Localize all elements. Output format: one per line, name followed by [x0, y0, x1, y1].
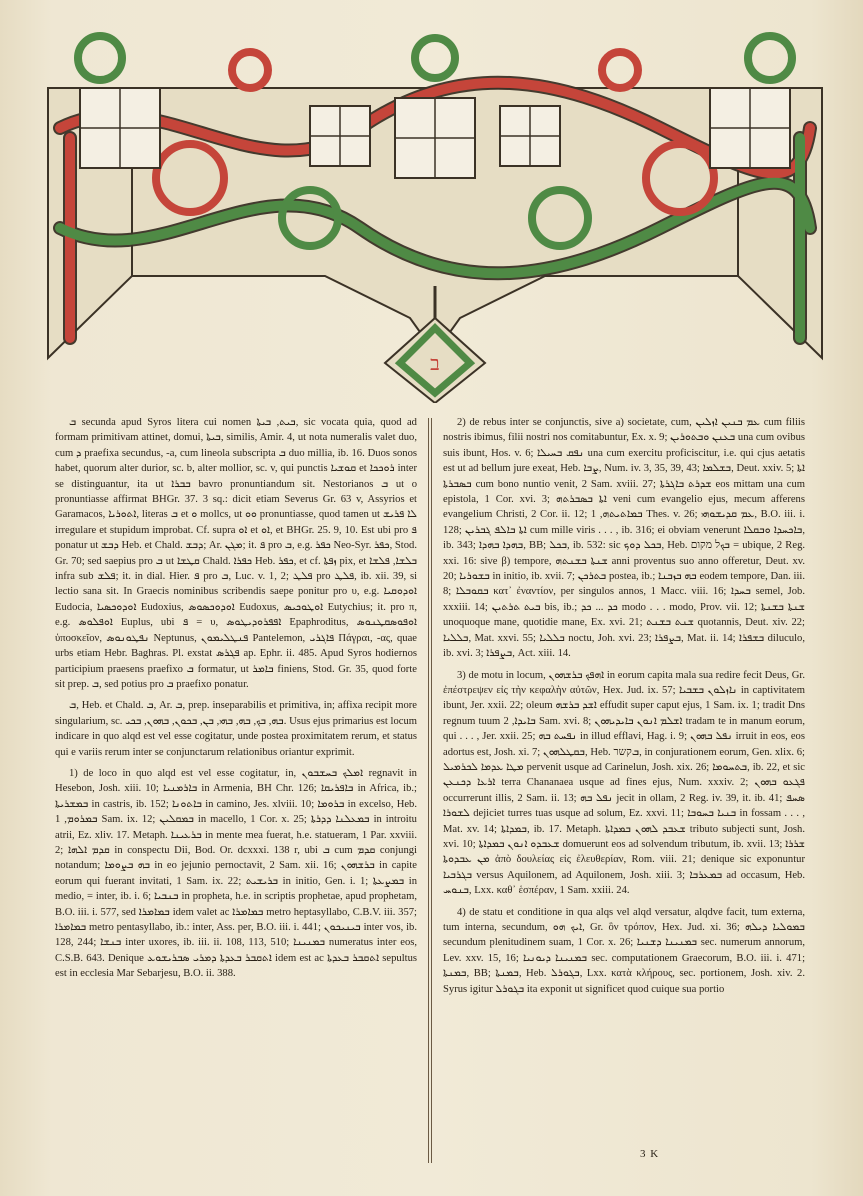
column-rule-double: [431, 418, 432, 1163]
page-signature: 3 K: [640, 1148, 660, 1160]
ornament-letter: ב: [430, 351, 440, 375]
right-paragraph-1: 2) de rebus inter se conjunctis, sive a) societate, cum, ܥܡ ܒܢܝܢ ܐܙܠܝܢ cum filiis nostris ibimus, filii nostri nos comitabuntur, Ex. x. 9; ܒܥܢܢ ܘܒܬܘܪܝܢ una cum ovibus suis ibunt, Hos. v. 6; ܢܦܩ ܒܚܝܠܐ una cum exercitu proficiscitur, i.e. qui cjus aetatis est ut ad bellum jure exeat, Heb. ܨܒܐ, Num. iv. 3, 35, 39, 43; ܒܫܠܡܐ, Deut. xxiv. 5; ܐܬܐ ܒܣܒܪܬܐ cum bono nuntio venit, 2 Sam. xviii. 27; ܫܕܪܬ ܒܐܓܪܬܐ eos mittam una cum epistola, 1 Cor. xvi. 3; ܐܬܐ ܒܣܒܪܬܗ veni cum evangelio ejus, mecum afferens evangelium Christi, 2 Cor. ii. 12; ܒܡܐܬܝܬܗ, 1 Thes. v. 26; ܥܡ ܩܕܝܫܘܗܝ, B.O. iii. i. 128; ܐܬܐ ܒܐܠܦ ܓܒܪܝܢ cum mille viris . . . , ib. 316; ei obviam venerunt ܒܐܟܚܕܐ ܘܒܩܠܐ, ib. 343; ܒܗܕܐ ܒܗܕܐ, BB; ܒܟܠ, ib. 532: sic ܒܟܠ ܕܘܟ, Heb. ܒܟל מקום = ubique, 2 Reg. xxi. 16: sive β) tempore, ܫܢܬܐ ܒܫܢܬܗ anni proventus suo anno offeretur, Deut. xv. 20; ܒܫܘܪܝܐ in initio, ib. xvii. 7; ܒܬܪܟܢ postea, ib.; ܒܗ ܒܙܒܢܐ eodem tempore, Dan. iii. 8; ܒܩܘܒܠܐ κατ᾽ ἐναντίον, per singulos annos, 1 Macc. viii. 16; ܒܚܕܐ semel, Job. xxxiii. 14; ܒܝܬ ܬܪܬܝܢ bis, ib.; ܟܕ ... ܟܕ modo . . . modo, Prov. vii. 12; ܫܢܬܐ ܒܫܢܬܐ unoquoque mane, quotidie mane, Ex. xvi. 21; ܫܢܬ ܒܫܢܬ quotannis, Deut. xiv. 22; ܒܠܠܝܐ, Mat. xxvi. 55; ܒܠܠܝܐ noctu, Joh. xvi. 23; ܒܨܦܪܐ, Mat. ii. 14; ܒܫܦܪܐ diluculo, ib. xvi. 3; ܒܨܦܪܐ, Act. xiii. 14.: [443, 417, 806, 660]
left-paragraph-2: ܒ, Heb. et Chald. ܒ, Ar. ܒ, prep. inseparabilis et primitiva, in; affixa recipit more singularium, sc. ܒܗ, ܒܟ, ܒܗ, ܒܗܝ, ܒܢ, ܒܟܘܢ, ܒܗܘܢ, ܒܟܝ. Usus ejus primarius est locum indicare in quo alqd est vel esse cogitatur, unde postea proximitatem rerum, et status qui e variis rerum inter se conjunctarum relationibus oriantur exprimit.: [55, 700, 418, 758]
left-column: [55, 415, 417, 988]
right-paragraph-3: 4) de statu et conditione in qua alqs vel alqd versatur, alqdve facit, tum externa, tum interna, secundum, ܐܝܟ ܗܘ, Gr. ὃν τρόπον, Hex. Jud. xi. 36; ܒܡܘܠܝܐ ܕܝܠܗ secundum plenitudinem suam, 1 Cor. x. 26; ܒܡܢܝܢܐ ܕܫܢܝܐ sec. numerum annorum, Lev. xxv. 15, 16; ܒܡܢܝܢܐ ܕܝܘܢܝܐ sec. computationem Graecorum, B.O. iii. i. 471; ܒܡܢܬܐ, BB; ܒܡܢܬܐ, Heb. ܒܓܘܪܠ, Lxx. κατὰ κλήρους, sec. portionem, Josh. xiv. 2. Syrus igitur ܒܓܘܪܠ ita exponit ut significet quod cuique sua portio: [443, 906, 806, 995]
column-rule: [428, 418, 429, 1163]
right-column: [443, 415, 805, 1003]
left-paragraph-1: ܒ secunda apud Syros litera cui nomen ܒܝܬ, ܒܝܬܐ, sic vocata quia, quod ad formam primitivam attinet, domui, ܒܝܬܐ, similis, Amir. 4, ut nota numeralis valet duo, cum ܕ praefixa secundus, -a, cum lineola subscripta ܒ duo millia, ib. 16. Duos sonos habet, quorum alter durior, sc. b, alter mollior, sc. v, qui punctis ܩܘܫܝܐ et ܪܘܟܟܐ inter se distinguantur, ita ut ܒܒܪܐ bavro pronuntiandum sit. Nestorianos ܒ ut o pronuntiasse affirmat BHGr. 37. 3 sq.: dicit etiam Severus Gr. 63 v, Assyrios et Garamacos, ܐܬܘܪܝܐ, literas ܒ et ܘ mollcs, ut ܘܘ pronuntiasse, quod tamen ut ܠܐ ܦܪܝܫ irregulare et stupidum improbat. Cf. supra ܐܘ et ܐܘ, et BHGr. 25. 9, 10. Est ubi pro ܦ ponatur ut ܕܒܫ Heb. et Chald. ܕܒܫ; Ar. ܡܓܢ; it. ܦ pro ܒ, e.g. ܟܦܪ Neo-Syr. ܟܦܪ, Stod. Gr. 70; sed saepius pro ܒ ut ܩܛܫܐ Chald. ܟܦܪܐ Heb. ܟܦܪ, et cf. ܙܦܬܐ pix, et ܒܠܫܐ, ܦܠܫܐ infra sub ܦܠܫ; it. in dial. Hier. ܦ pro ܒ, Luc. v. 1, 2; ܦܠܛ pro ܦܠܛ, ib. xii. 39, si lectio sana sit. In Graecis nominibus scribendis saepe ponitur pro υ, e.g. ܐܘܕܘܩܝܐ Eudocia, ܐܘܕܘܟܣܝܐ Eudoxius, ܐܘܕܘܟܣܘܣ Eudoxus, ܐܘܛܘܟܝܣ Eutychius; it. pro π, e.g. ܐܘܦܠܘܣ Euplus, ubi ܦ = υ, ܐܦܦܪܘܕܝܛܘܣ Epaphroditus, ܐܘܦܘܣܩܛܢܘܣ ὑποσκεῖον, ܢܦܛܘܢܘܣ Neptunus, ܦܢܛܠܝܡܘܢ Pantelemon, ܦܐܓܪܝ Πάγραι, -ας, quae urbs etiam Hebr. Baghras. Pl. exstat ܦܓܪܣ ap. Ephr. ii. 485. Apud Syros hodiernos participium praesens praefixo ܒ formatur, ut ܒܐܡܪ finiens, Stod. Gr. 35, quod forte sit prep. ܒ, sed potius pro ܒ praefixo ponatur.: [55, 417, 418, 690]
left-paragraph-3: 1) de loco in quo alqd est vel esse cogitatur, in, ܐܡܠܟ ܒܚܫܒܘܢ regnavit in Hesebon, Josh. xiii. 10; ܒܐܪܡܢܝܐ in Armenia, BH Chr. 126; ܒܐܦܪܝܩܐ in Africa, ib.; ܒܡܫܪܝܬܐ in castris, ib. 152; ܒܐܬܘܢܐ in camino, Jes. xlviii. 10; ܒܪܘܡܐ in excelso, Heb. ܒܡܪܘܡ, 1 Sam. ix. 12; ܒܡܩܠܝܢ in macello, 1 Cor. x. 25; ܒܡܥܠܢܐ ܕܕܪܬܐ in introitu atrii, Ez. xliv. 17. Metaph. ܒܪܥܝܢܐ in mente mea fuerat, h.e. statueram, 1 Par. xxviii. 2; ܩܕܡ ܐܠܗܐ in conspectu Dii, Bod. Or. dcxxxi. 138 r, ubi ܒ cum ܩܕܡ conjungi notandum; ܒܗ ܒܨܘܡܐ in eo jejunio pernoctavit, 2 Sam. xii. 16; ܒܪܫܗܘܢ in capite eorum qui fuerant invitati, 1 Sam. ix. 22; ܒܪܝܫܝܬ in initio, Gen. i. 1; ܒܡܨܥܬܐ in medio, = inter, ib. i. 6; ܒܢܒܝܐ in propheta, h.e. in scriptis prophetae, apud prophetam, B.O. iii. i. 577, sed ܒܡܐܡܪܐ idem valet ac ܒܡܐܡܪܐ metro heptasyllabo, C.B.V. iii. 357; ܒܡܐܡܪܐ metro pentasyllabo, ib.: inter, Ass. per, B.O. iii. i. 441; ܒܝܢܝܟܘܢ inter vos, ib. 128, 244; ܒܢܫܐ inter uxores, ib. iii. ii. 108, 113, 510; ܒܡܢܝܢܐ numeratus inter eos, C.S.B. 643. Denique ܐܬܩܒܪ ܒܥܕܬܐ ܕܡܪܝ ܣܒܪܝܫܘܥ idem est ac ܐܬܩܒܪ ܒܥܕܬܐ sepultus est in ecclesia Mar Sebarjesu, B.O. ii. 388.: [55, 767, 418, 980]
knotwork-ornament: [40, 18, 830, 403]
right-paragraph-2: 3) de motu in locum, ܐܗܦܟ ܒܪܫܗܘܢ in eorum capita mala sua redire fecit Deus, Gr. ἐπέστρεψεν εἰς τὴν κεφαλὴν αὐτῶν, Hex. Jud. ix. 57; ܢܐܙܠܘܢ ܒܫܒܝܐ in captivitatem ibunt, Jer. xxii. 22; oleum ܐܫܕ ܒܪܫܗ effudit super caput ejus, 1 Sam. ix. 1; tradit Dns regnum tuum ܒܐܝܕܐ, 2 Sam. xvi. 8; ܐܫܠܡ ܐܢܘܢ ܒܐܝܕܝܗܘܢ tradam te in manum eorum, qui . . . , Jer. xxii. 25; ܢܦܚܬ ܒܗ in illud efflavi, Hag. i. 9; ܢܦܠ ܒܗܘܢ irruit in eos, eos adortus est, Josh. xi. 7; ܒܩܛܠܗܘܢ, Heb. ܒקשר, in conjurationem eorum, Gen. xlix. 6; ܡܛܐ ܥܕܡܐ ܠܟܪܡܝܠ pervenit usque ad Carinelun, Josh. xix. 26; ܒܬܚܘܡܐ, ib. 22, et sic ܐܪܥܐ ܕܟܢܥܢ terra Chananaea usque ad fines ejus, Num. xxxiv. 2; ܦܓܥܘ ܒܗܘܢ occurrerunt illis, 2 Sam. ii. 13; ܢܦܠ ܒܗ jecit in ollam, 2 Reg. iv. 39, it. ib. 41; ܣܚܦ ܠܫܘܪܐ dejiciet turres tuas usque ad solum, Ez. xxvi. 11; ܒܢܝܐ ܒܚܘܒܐ in fossam . . . , Mat. xv. 14; ܒܡܕܐܬܐ, ib. 17. Metaph. ܫܥܒܕ ܠܗܘܢ ܒܡܕܐܬܐ tributo subjecti sunt, Josh. xvi. 10; ܫܥܒܕܘ ܐܢܘܢ ܒܡܕܐܬܐ domuerunt eos ad solvendum tributum, ib. xvii. 13; ܫܪܪܐ ܡܢ ܥܒܕܘܬܐ ἀπὸ δουλείας εἰς ἐλευθερίαν, Rom. viii. 21; denique sic exponuntur ܒܓܪܒܝܐ versus Aquilonem, ad Aquilonem, Josh. xiii. 3; ܒܡܥܪܒܐ ad occasum, Heb. ܒܢܘܚ, Lxx. καθ᾽ ἑσπέραν, 1 Sam. xxiii. 24.: [443, 669, 806, 897]
